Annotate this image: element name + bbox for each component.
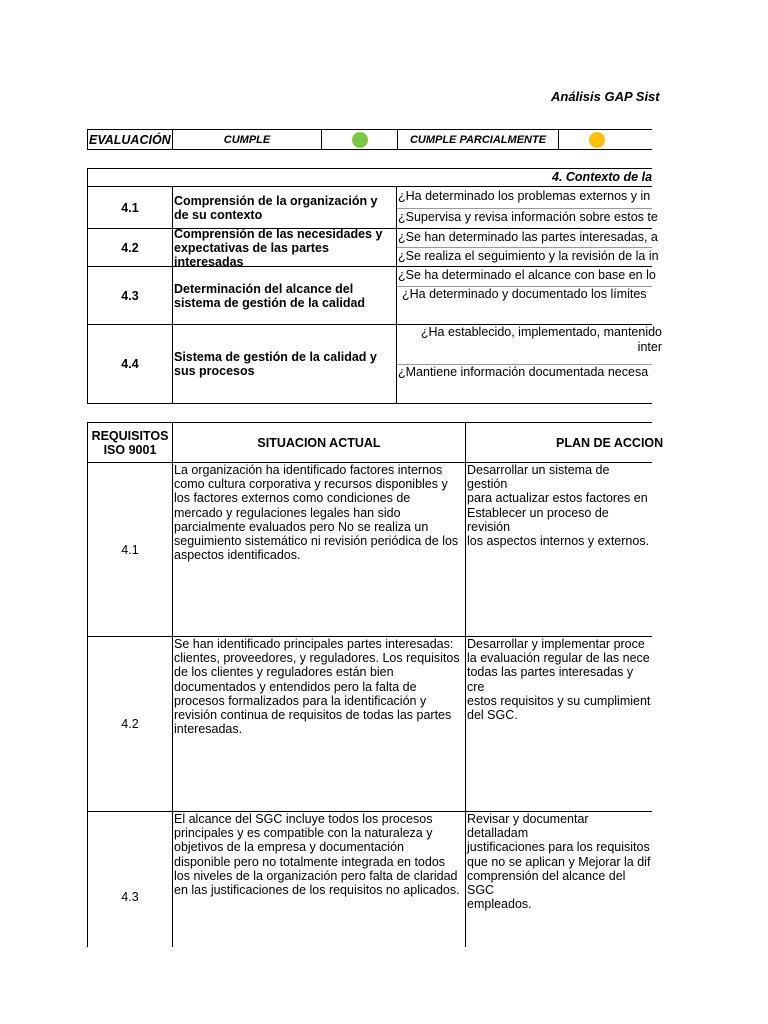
- requirement-name-text: Determinación del alcance del sistema de gestión de la calidad: [174, 281, 366, 310]
- requirement-question: ¿Supervisa y revisa información sobre estos te: [398, 210, 658, 224]
- gap-row-plan: Desarrollar un sistema de gestión para actualizar estos factores en Establecer un proceso de revisión los aspectos internos y externos.: [467, 463, 650, 549]
- green-status-indicator: [322, 130, 397, 149]
- header-plan-de-accion: PLAN DE ACCION: [556, 435, 664, 450]
- gap-row-plan: Desarrollar y implementar proce la evaluación regular de las nece todas las partes interesadas y cre estos requisitos y su cumplimient del SGC.: [467, 637, 651, 723]
- requirement-question: ¿Mantiene información documentada necesa: [398, 365, 649, 379]
- requirement-question: ¿Se realiza el seguimiento y la revisión de la in: [398, 249, 659, 263]
- cumple-parcialmente-label: CUMPLE PARCIALMENTE: [409, 133, 547, 146]
- requirement-name-text: Sistema de gestión de la calidad y sus procesos: [174, 350, 377, 378]
- requirement-number: 4.3: [121, 288, 139, 303]
- requirement-number: 4.1: [121, 200, 139, 215]
- requirement-name: [174, 325, 395, 403]
- requirement-number: 4.4: [121, 357, 139, 371]
- requirement-name-text: Comprensión de la organización y de su contexto: [174, 193, 378, 222]
- gap-row-number: 4.1: [121, 542, 139, 557]
- header-situacion-actual: SITUACION ACTUAL: [257, 435, 381, 450]
- requirement-question: ¿Ha determinado los problemas externos y in: [398, 189, 651, 203]
- requirement-question: ¿Ha establecido, implementado, mantenido inter: [420, 325, 662, 354]
- document-title: Análisis GAP Sist: [551, 89, 660, 104]
- yellow-status-indicator: [559, 130, 634, 149]
- gap-row-number: 4.3: [121, 890, 139, 904]
- header-requisitos: REQUISITOS ISO 9001: [91, 428, 169, 457]
- requirement-question: ¿Se ha determinado el alcance con base en lo: [398, 268, 656, 282]
- cumple-label: CUMPLE: [223, 133, 271, 146]
- requirement-name-text: Comprensión de las necesidades y expectativas de las partes interesadas: [174, 226, 383, 269]
- section-header: 4. Contexto de la: [552, 170, 653, 184]
- evaluation-label: EVALUACIÓN: [89, 132, 171, 147]
- gap-row-situation: Se han identificado principales partes interesadas: clientes, proveedores, y reguladores. Los requisitos de los clientes y reguladores están bien documentados y entendidos pero la falta de procesos formalizados para la identificación y revisión continua de requisitos de todas las partes interesadas.: [174, 637, 460, 737]
- requirement-question: ¿Se han determinado las partes interesadas, a: [398, 230, 658, 244]
- requirement-name: [174, 267, 395, 324]
- gap-row-situation: El alcance del SGC incluye todos los procesos principales y es compatible con la naturaleza y objetivos de la empresa y documentación disponible pero no totalmente integrada en todos los niveles de la organización pero falta de claridad en las justificaciones de los requisitos no aplicados.: [174, 812, 460, 898]
- requirement-name: [174, 226, 395, 269]
- gap-row-number: 4.2: [121, 717, 139, 731]
- requirement-number: 4.2: [121, 240, 139, 255]
- gap-row-situation: La organización ha identificado factores internos como cultura corporativa y recursos disponibles y los factores externos como condiciones de mercado y regulaciones legales han sido parcialmente evaluados pero No se realiza un seguimiento sistemático ni revisión periódica de los aspectos identificados.: [174, 463, 459, 563]
- requirement-name: [174, 187, 395, 228]
- requirement-question: ¿Ha determinado y documentado los límites: [402, 287, 647, 301]
- gap-row-plan: Revisar y documentar detalladam justificaciones para los requisitos que no se aplican y Mejorar la dif comprensión del alcance del SGC empleados.: [467, 812, 651, 912]
